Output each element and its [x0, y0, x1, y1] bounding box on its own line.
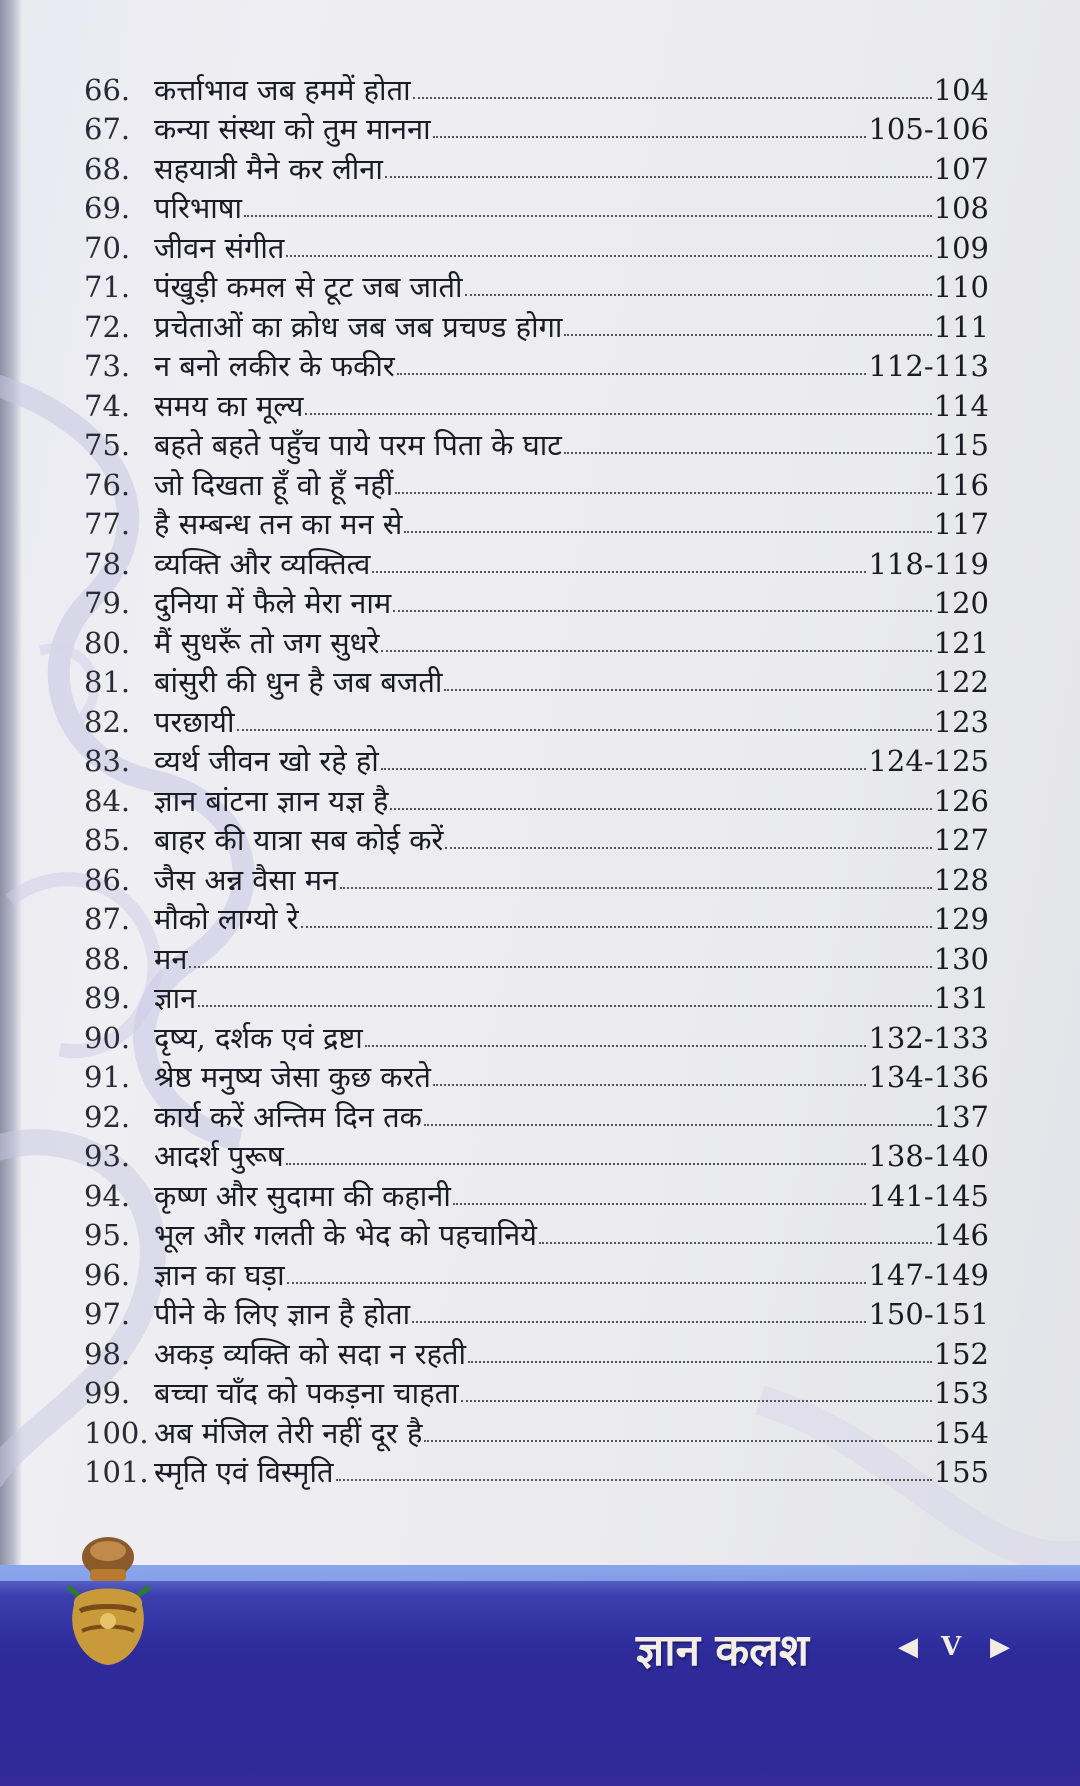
dot-leader [393, 610, 931, 612]
toc-number: 95. [84, 1218, 131, 1252]
toc-entry[interactable] [84, 106, 989, 146]
dot-leader [424, 1440, 931, 1442]
toc-title: जैस अन्न वैसा मन [154, 862, 339, 897]
toc-entry[interactable] [84, 1014, 989, 1054]
toc-entry[interactable] [84, 1330, 989, 1370]
dot-leader [385, 176, 932, 178]
toc-title: स्मृति एवं विस्मृति [154, 1455, 334, 1489]
toc-title: ज्ञान [154, 981, 197, 1015]
toc-page: 147-149 [868, 1257, 989, 1292]
toc-title: मैं सुधरूँ तो जग सुधरे [154, 625, 380, 660]
toc-entry[interactable] [84, 1212, 989, 1252]
toc-title: व्यक्ति और व्यक्तित्व [154, 546, 371, 581]
toc-entry[interactable] [84, 659, 989, 699]
dot-leader [301, 926, 932, 928]
toc-page: 105-106 [868, 112, 989, 146]
toc-entry[interactable] [84, 461, 989, 501]
toc-number: 76. [84, 467, 131, 502]
toc-title: भूल और गलती के भेद को पहचानिये [154, 1218, 537, 1252]
toc-number: 84. [84, 783, 131, 818]
dot-leader [412, 1321, 866, 1323]
toc-number: 69. [84, 191, 131, 225]
dot-leader [404, 531, 931, 533]
toc-entry[interactable] [84, 540, 989, 580]
toc-number: 72. [84, 309, 131, 344]
toc-number: 94. [84, 1178, 131, 1213]
toc-number: 90. [84, 1020, 131, 1055]
toc-title: मौको लाग्यो रे [154, 902, 299, 936]
toc-entry[interactable] [84, 145, 989, 185]
toc-page: 117 [933, 507, 989, 541]
toc-page: 120 [933, 586, 989, 620]
toc-page: 131 [933, 981, 989, 1015]
toc-entry[interactable] [84, 1054, 989, 1094]
toc-page: 112-113 [868, 349, 989, 383]
toc-page: 129 [933, 902, 989, 936]
toc-title: प्रचेताओं का क्रोध जब जब प्रचण्ड होगा [154, 309, 563, 344]
toc-title: बाहर की यात्रा सब कोई करें [154, 823, 444, 857]
toc-entry[interactable] [84, 856, 989, 896]
toc-entry[interactable] [84, 777, 989, 817]
toc-entry[interactable] [84, 303, 989, 343]
dot-leader [397, 373, 867, 375]
toc-number: 80. [84, 625, 131, 660]
previous-arrow-icon: ◀ [898, 1632, 918, 1662]
dot-leader [244, 215, 932, 217]
toc-number: 92. [84, 1099, 131, 1134]
toc-entry[interactable] [84, 1093, 989, 1133]
toc-page: 118-119 [868, 546, 989, 581]
toc-number: 96. [84, 1257, 131, 1292]
dot-leader [336, 1479, 932, 1481]
toc-entry[interactable] [84, 975, 989, 1015]
toc-number: 77. [84, 507, 131, 541]
toc-title: अब मंजिल तेरी नहीं दूर है [154, 1415, 423, 1450]
toc-number: 99. [84, 1376, 131, 1410]
toc-number: 86. [84, 862, 131, 897]
dot-leader [539, 1242, 932, 1244]
toc-entry[interactable] [84, 619, 989, 659]
dot-leader [198, 1005, 931, 1007]
toc-number: 70. [84, 230, 131, 265]
toc-number: 85. [84, 823, 131, 857]
toc-number: 82. [84, 704, 131, 739]
dot-leader [340, 887, 932, 889]
toc-entry[interactable] [84, 1251, 989, 1291]
dot-leader [372, 571, 866, 573]
toc-title: आदर्श पुरूष [154, 1139, 284, 1173]
dot-leader [395, 492, 931, 494]
toc-entry[interactable] [84, 382, 989, 422]
toc-entry[interactable] [84, 1172, 989, 1212]
toc-page: 137 [933, 1099, 989, 1134]
toc-entry[interactable] [84, 343, 989, 383]
dot-leader [465, 294, 932, 296]
toc-entry[interactable] [84, 935, 989, 975]
toc-entry[interactable] [84, 66, 989, 106]
dot-leader [189, 966, 931, 968]
toc-page: 124-125 [868, 744, 989, 778]
toc-number: 71. [84, 270, 131, 304]
toc-page: 116 [933, 467, 989, 502]
toc-title: मन [154, 941, 188, 976]
toc-title: बहते बहते पहुँच पाये परम पिता के घाट [154, 428, 562, 462]
toc-number: 83. [84, 744, 131, 778]
toc-number: 93. [84, 1139, 131, 1173]
toc-title: कार्य करें अन्तिम दिन तक [154, 1099, 422, 1134]
toc-title: बांसुरी की धुन है जब बजती [154, 665, 443, 699]
dot-leader [461, 1400, 932, 1402]
toc-title: परछायी [154, 704, 235, 739]
toc-entry[interactable] [84, 738, 989, 778]
toc-page: 110 [933, 270, 989, 304]
dot-leader [286, 255, 931, 257]
toc-page: 122 [933, 665, 989, 699]
dot-leader [287, 1282, 867, 1284]
toc-title: व्यर्थ जीवन खो रहे हो [154, 744, 379, 778]
toc-title: अकड़ व्यक्ति को सदा न रहती [154, 1336, 467, 1371]
toc-entry[interactable] [84, 422, 989, 462]
toc-title: बच्चा चाँद को पकड़ना चाहता [154, 1376, 459, 1410]
toc-page: 109 [933, 230, 989, 265]
toc-title: पीने के लिए ज्ञान है होता [154, 1297, 411, 1331]
toc-entry[interactable] [84, 264, 989, 304]
toc-entry[interactable] [84, 1409, 989, 1449]
toc-number: 67. [84, 112, 131, 146]
dot-leader [390, 808, 931, 810]
dot-leader [444, 689, 931, 691]
toc-page: 107 [933, 151, 989, 186]
toc-number: 97. [84, 1297, 131, 1331]
toc-title: श्रेष्ठ मनुष्य जेसा कुछ करते [154, 1060, 431, 1094]
toc-number: 87. [84, 902, 131, 936]
toc-page: 104 [933, 72, 989, 107]
toc-title: सहयात्री मैने कर लीना [154, 151, 383, 186]
toc-title: पंखुड़ी कमल से टूट जब जाती [154, 270, 463, 304]
toc-title: जो दिखता हूँ वो हूँ नहीं [154, 467, 394, 502]
toc-entry[interactable] [84, 1291, 989, 1331]
toc-page: 115 [933, 428, 989, 462]
dot-leader [564, 452, 932, 454]
toc-entry[interactable] [84, 896, 989, 936]
toc-title: दृष्य, दर्शक एवं द्रष्टा [154, 1020, 363, 1055]
toc-page: 138-140 [868, 1139, 989, 1173]
dot-leader [381, 650, 931, 652]
table-of-contents [84, 66, 989, 1488]
toc-title: ज्ञान का घड़ा [154, 1257, 285, 1292]
toc-entry[interactable] [84, 698, 989, 738]
toc-number: 79. [84, 586, 131, 620]
toc-title: जीवन संगीत [154, 230, 285, 265]
dot-leader [286, 1163, 867, 1165]
dot-leader [413, 97, 932, 99]
toc-number: 66. [84, 72, 131, 107]
toc-page: 130 [933, 941, 989, 976]
dot-leader [305, 413, 931, 415]
toc-title: परिभाषा [154, 191, 243, 225]
toc-title: ज्ञान बांटना ज्ञान यज्ञ है [154, 783, 389, 818]
toc-entry[interactable] [84, 817, 989, 857]
dot-leader [445, 847, 931, 849]
toc-page: 114 [933, 388, 989, 423]
dot-leader [424, 1124, 932, 1126]
toc-number: 75. [84, 428, 131, 462]
toc-entry[interactable] [84, 224, 989, 264]
toc-number: 78. [84, 546, 131, 581]
toc-number: 98. [84, 1336, 131, 1371]
toc-page: 128 [933, 862, 989, 897]
book-title: ज्ञान कलश [636, 1625, 809, 1676]
toc-number: 91. [84, 1060, 131, 1094]
toc-page: 111 [933, 309, 989, 344]
toc-number: 74. [84, 388, 131, 423]
toc-entry[interactable] [84, 501, 989, 541]
toc-page: 123 [933, 704, 989, 739]
next-arrow-icon: ▶ [990, 1632, 1010, 1662]
dot-leader [564, 334, 931, 336]
toc-entry[interactable] [84, 580, 989, 620]
toc-title: समय का मूल्य [154, 388, 304, 423]
toc-title: है सम्बन्ध तन का मन से [154, 507, 403, 541]
toc-page: 127 [933, 823, 989, 857]
toc-page: 126 [933, 783, 989, 818]
dot-leader [453, 1203, 867, 1205]
toc-page: 146 [933, 1218, 989, 1252]
toc-number: 100. [84, 1415, 149, 1450]
toc-number: 89. [84, 981, 131, 1015]
toc-page: 132-133 [868, 1020, 989, 1055]
toc-page: 141-145 [868, 1178, 989, 1213]
toc-number: 73. [84, 349, 131, 383]
toc-number: 88. [84, 941, 131, 976]
toc-title: कर्त्ताभाव जब हममें होता [154, 72, 411, 107]
dot-leader [433, 136, 867, 138]
toc-number: 101. [84, 1455, 149, 1489]
toc-page: 155 [933, 1455, 989, 1489]
page-marker: V [941, 1632, 962, 1662]
toc-page: 121 [933, 625, 989, 660]
toc-page: 134-136 [868, 1060, 989, 1094]
dot-leader [381, 768, 867, 770]
toc-page: 153 [933, 1376, 989, 1410]
dot-leader [433, 1084, 867, 1086]
toc-entry[interactable] [84, 185, 989, 225]
toc-entry[interactable] [84, 1133, 989, 1173]
kalash-pot-icon [60, 1535, 170, 1685]
toc-page: 150-151 [868, 1297, 989, 1331]
toc-number: 68. [84, 151, 131, 186]
toc-title: दुनिया में फैले मेरा नाम [154, 586, 392, 620]
toc-title: कृष्ण और सुदामा की कहानी [154, 1178, 451, 1213]
toc-page: 152 [933, 1336, 989, 1371]
toc-entry[interactable] [84, 1449, 989, 1489]
dot-leader [468, 1361, 932, 1363]
dot-leader [365, 1045, 867, 1047]
toc-title: कन्या संस्था को तुम मानना [154, 112, 431, 146]
toc-page: 108 [933, 191, 989, 225]
toc-title: न बनो लकीर के फकीर [154, 349, 395, 383]
toc-entry[interactable] [84, 1370, 989, 1410]
toc-page: 154 [933, 1415, 989, 1450]
dot-leader [237, 729, 932, 731]
toc-number: 81. [84, 665, 131, 699]
